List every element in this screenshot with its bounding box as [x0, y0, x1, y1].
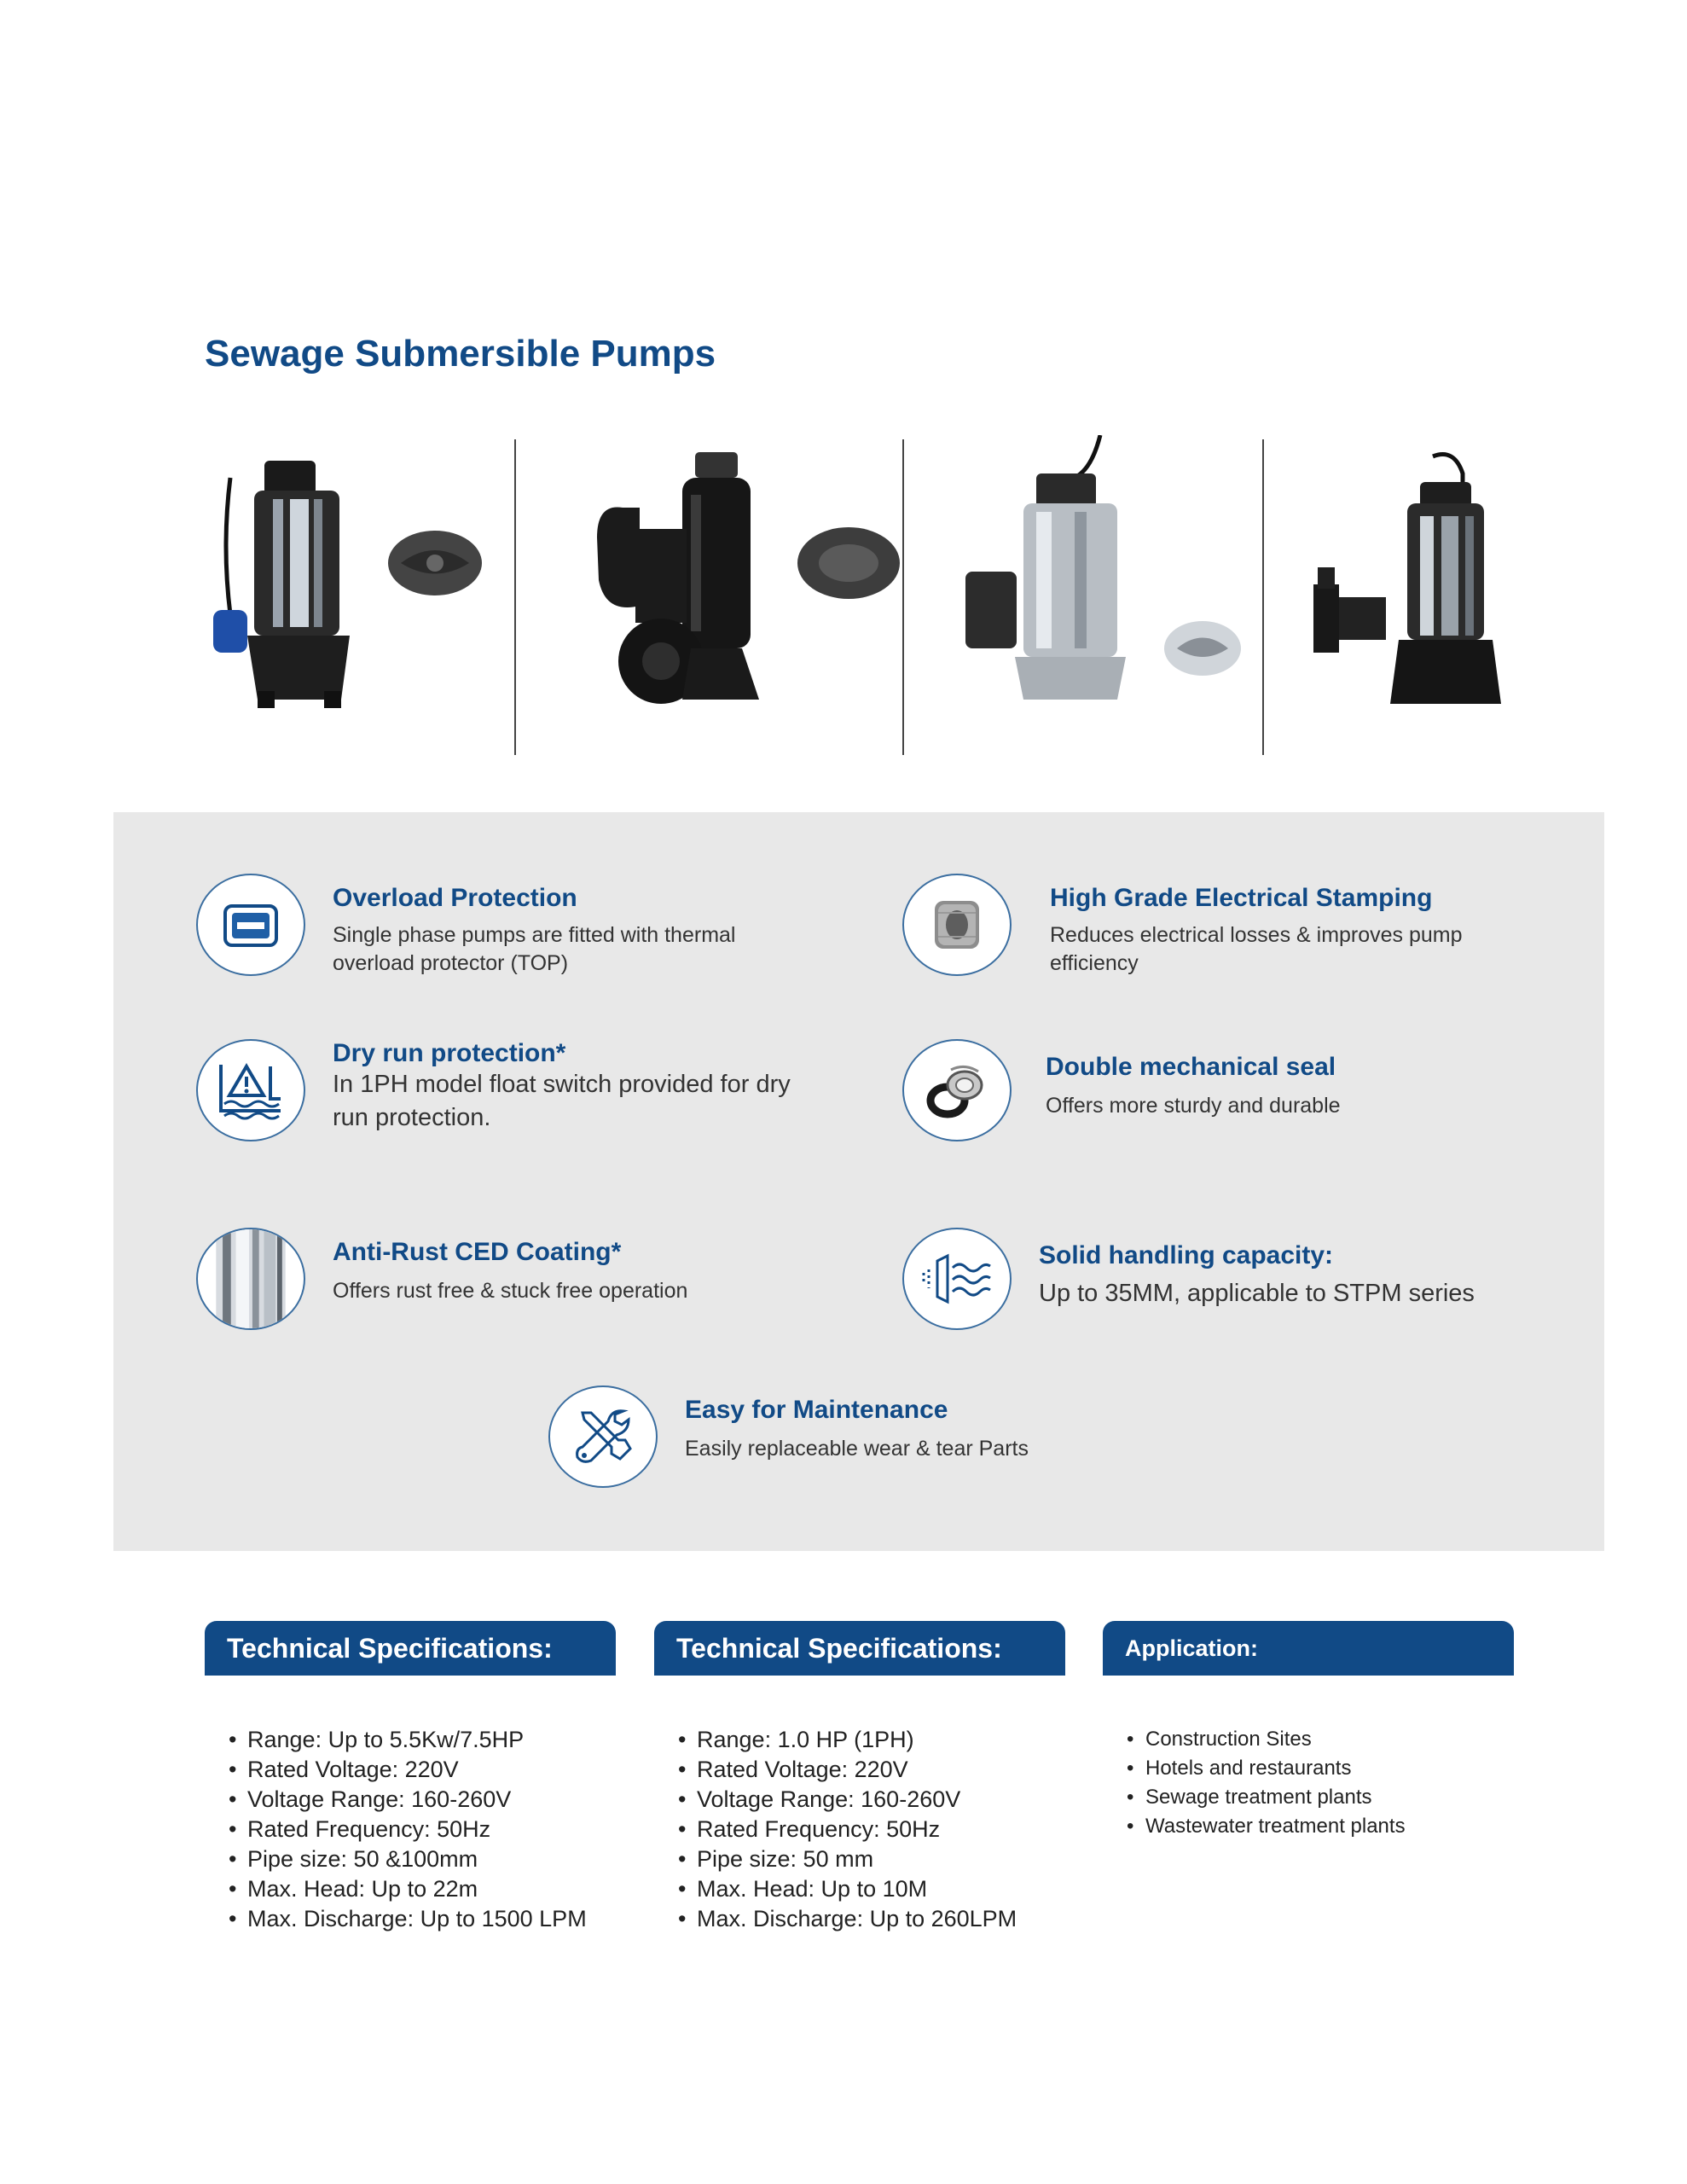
spec-heading: Technical Specifications: — [654, 1621, 1065, 1676]
spec-list — [654, 1725, 1065, 1934]
divider — [902, 439, 904, 755]
spec-item: • Pipe size: 50 &100mm — [229, 1844, 616, 1874]
water-flow-icon — [902, 1228, 1012, 1330]
feature-description: Offers more sturdy and durable — [1046, 1094, 1341, 1118]
pump-image-4 — [1305, 448, 1527, 721]
feature-overload-protection — [196, 874, 844, 985]
warning-water-level-icon — [196, 1039, 305, 1141]
spec-item: • Max. Discharge: Up to 1500 LPM — [229, 1904, 616, 1934]
spec-item: • Rated Voltage: 220V — [229, 1755, 616, 1785]
stator-core-icon — [902, 874, 1012, 976]
spec-item: • Rated Frequency: 50Hz — [678, 1815, 1065, 1844]
feature-title: Anti-Rust CED Coating* — [333, 1238, 622, 1266]
feature-description: Single phase pumps are fitted with thermal overload protector (TOP) — [333, 923, 736, 975]
spec-item: • Voltage Range: 160-260V — [678, 1785, 1065, 1815]
product-gallery — [196, 427, 1527, 759]
divider — [514, 439, 516, 755]
spec-item: • Max. Discharge: Up to 260LPM — [678, 1904, 1065, 1934]
application-item: • Hotels and restaurants — [1127, 1754, 1514, 1783]
pump-image-1 — [205, 444, 495, 717]
feature-title: Easy for Maintenance — [685, 1396, 948, 1424]
spec-item: • Rated Voltage: 220V — [678, 1755, 1065, 1785]
thermal-protector-icon — [196, 874, 305, 976]
spec-list — [205, 1725, 616, 1934]
feature-title: Double mechanical seal — [1046, 1053, 1336, 1081]
steel-pipe-icon — [196, 1228, 305, 1330]
application-heading: Application: — [1103, 1621, 1514, 1676]
feature-dry-run-protection — [196, 1039, 844, 1159]
application-item: • Sewage treatment plants — [1127, 1783, 1514, 1812]
feature-easy-maintenance — [548, 1385, 1197, 1496]
feature-title: Dry run protection* — [333, 1039, 566, 1067]
spec-item: • Max. Head: Up to 22m — [229, 1874, 616, 1904]
feature-title: Solid handling capacity: — [1039, 1241, 1334, 1269]
feature-solid-handling — [902, 1228, 1585, 1339]
spec-item: • Range: Up to 5.5Kw/7.5HP — [229, 1725, 616, 1755]
pump-image-2 — [588, 444, 913, 717]
application-list — [1103, 1725, 1514, 1841]
spec-item: • Voltage Range: 160-260V — [229, 1785, 616, 1815]
application-item: • Wastewater treatment plants — [1127, 1812, 1514, 1841]
spec-heading: Technical Specifications: — [205, 1621, 616, 1676]
feature-description: Offers rust free & stuck free operation — [333, 1279, 688, 1303]
feature-description: Easily replaceable wear & tear Parts — [685, 1437, 1029, 1461]
application-item: • Construction Sites — [1127, 1725, 1514, 1754]
spec-item: • Rated Frequency: 50Hz — [229, 1815, 616, 1844]
application-column — [1103, 1621, 1514, 1841]
feature-description: Up to 35MM, applicable to STPM series — [1039, 1280, 1475, 1307]
spec-column-2 — [654, 1621, 1065, 1934]
feature-double-mechanical-seal — [902, 1039, 1585, 1150]
pump-image-3 — [947, 435, 1254, 717]
feature-title: Overload Protection — [333, 884, 577, 912]
spec-item: • Max. Head: Up to 10M — [678, 1874, 1065, 1904]
features-panel — [113, 812, 1604, 1551]
mechanical-seal-icon — [902, 1039, 1012, 1141]
feature-title: High Grade Electrical Stamping — [1050, 884, 1433, 912]
feature-electrical-stamping — [902, 874, 1585, 985]
feature-description: In 1PH model float switch provided for dry run protection. — [333, 1071, 791, 1131]
feature-anti-rust-coating — [196, 1228, 844, 1339]
divider — [1262, 439, 1264, 755]
feature-description: Reduces electrical losses & improves pump efficiency — [1050, 923, 1463, 975]
spec-column-1 — [205, 1621, 616, 1934]
page-title: Sewage Submersible Pumps — [205, 333, 716, 375]
spec-item: • Pipe size: 50 mm — [678, 1844, 1065, 1874]
tools-icon — [548, 1385, 658, 1488]
spec-item: • Range: 1.0 HP (1PH) — [678, 1725, 1065, 1755]
